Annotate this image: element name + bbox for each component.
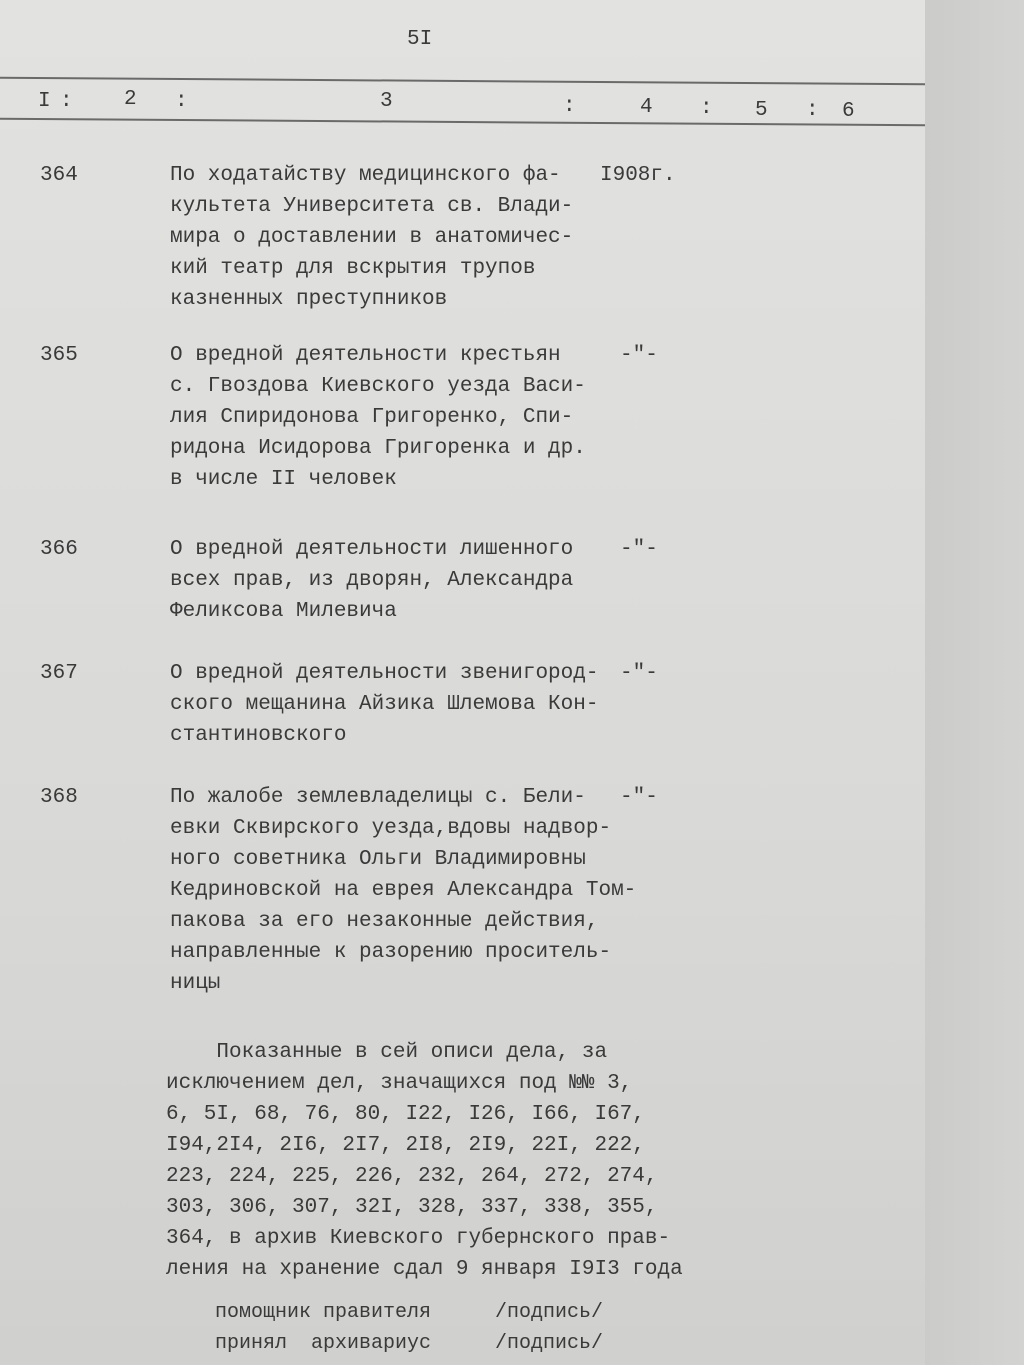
- signature-mark: /подпись/: [495, 1332, 604, 1355]
- summary-line: ления на хранение сдал 9 января I9I3 года: [166, 1258, 683, 1281]
- entry-date: I908г.: [600, 164, 676, 187]
- column-header-2: 2: [124, 88, 137, 111]
- entry-text-line: По ходатайству медицинского фа-: [170, 164, 561, 187]
- column-header-4: 4: [640, 96, 653, 119]
- entry-text-line: в числе II человек: [170, 468, 397, 491]
- entry-text-line: По жалобе землевладелицы с. Бели-: [170, 786, 586, 809]
- entry-date: -"-: [620, 662, 658, 685]
- column-separator: :: [563, 95, 576, 118]
- signature-role: принял архивариус: [215, 1332, 432, 1355]
- column-header-3: 3: [380, 90, 393, 113]
- entry-text-line: ского мещанина Айзика Шлемова Кон-: [170, 693, 599, 716]
- column-separator: :: [806, 99, 819, 122]
- entry-text-line: Кедриновской на еврея Александра Том-: [170, 879, 637, 902]
- entry-number: 368: [40, 786, 78, 809]
- entry-text-line: О вредной деятельности звенигород-: [170, 662, 599, 685]
- entry-text-line: казненных преступников: [170, 288, 448, 311]
- entry-text-line: с. Гвоздова Киевского уезда Васи-: [170, 375, 586, 398]
- entry-number: 367: [40, 662, 78, 685]
- column-separator: :: [175, 90, 188, 113]
- column-header-5: 5: [755, 99, 768, 122]
- entry-text-line: Феликсова Милевича: [170, 600, 397, 623]
- entry-text-line: всех прав, из дворян, Александра: [170, 569, 574, 592]
- summary-line: 364, в архив Киевского губернского прав-: [166, 1227, 671, 1250]
- signature-role: помощник правителя: [215, 1301, 432, 1324]
- summary-line: I94,2I4, 2I6, 2I7, 2I8, 2I9, 22I, 222,: [166, 1134, 645, 1157]
- entry-text-line: направленные к разорению проситель-: [170, 941, 612, 964]
- entry-date: -"-: [620, 786, 658, 809]
- page-edge: [925, 0, 1024, 1365]
- entry-text-line: кий театр для вскрытия трупов: [170, 257, 536, 280]
- signature-mark: /подпись/: [495, 1301, 604, 1324]
- summary-line: исключением дел, значащихся под №№ 3,: [166, 1072, 633, 1095]
- page-number: 5I: [407, 28, 433, 51]
- entry-text-line: ницы: [170, 972, 221, 995]
- entry-text-line: пакова за его незаконные действия,: [170, 910, 599, 933]
- entry-text-line: ного советника Ольги Владимировны: [170, 848, 586, 871]
- summary-line: 6, 5I, 68, 76, 80, I22, I26, I66, I67,: [166, 1103, 645, 1126]
- summary-line: 303, 306, 307, 32I, 328, 337, 338, 355,: [166, 1196, 658, 1219]
- summary-line: Показанные в сей описи дела, за: [166, 1041, 608, 1064]
- column-header-6: 6: [842, 100, 855, 123]
- entry-text-line: ридона Исидорова Григоренка и др.: [170, 437, 586, 460]
- entry-text-line: О вредной деятельности крестьян: [170, 344, 561, 367]
- entry-text-line: культета Университета св. Влади-: [170, 195, 574, 218]
- entry-date: -"-: [620, 538, 658, 561]
- column-separator: :: [60, 90, 73, 113]
- entry-text-line: евки Сквирского уезда,вдовы надвор-: [170, 817, 612, 840]
- entry-number: 365: [40, 344, 78, 367]
- entry-number: 364: [40, 164, 78, 187]
- entry-number: 366: [40, 538, 78, 561]
- entry-text-line: мира о доставлении в анатомичес-: [170, 226, 574, 249]
- entry-text-line: стантиновского: [170, 724, 347, 747]
- entry-text-line: О вредной деятельности лишенного: [170, 538, 574, 561]
- column-separator: :: [700, 97, 713, 120]
- column-header-1: I: [38, 90, 51, 113]
- entry-text-line: лия Спиридонова Григоренко, Спи-: [170, 406, 574, 429]
- entry-date: -"-: [620, 344, 658, 367]
- summary-line: 223, 224, 225, 226, 232, 264, 272, 274,: [166, 1165, 658, 1188]
